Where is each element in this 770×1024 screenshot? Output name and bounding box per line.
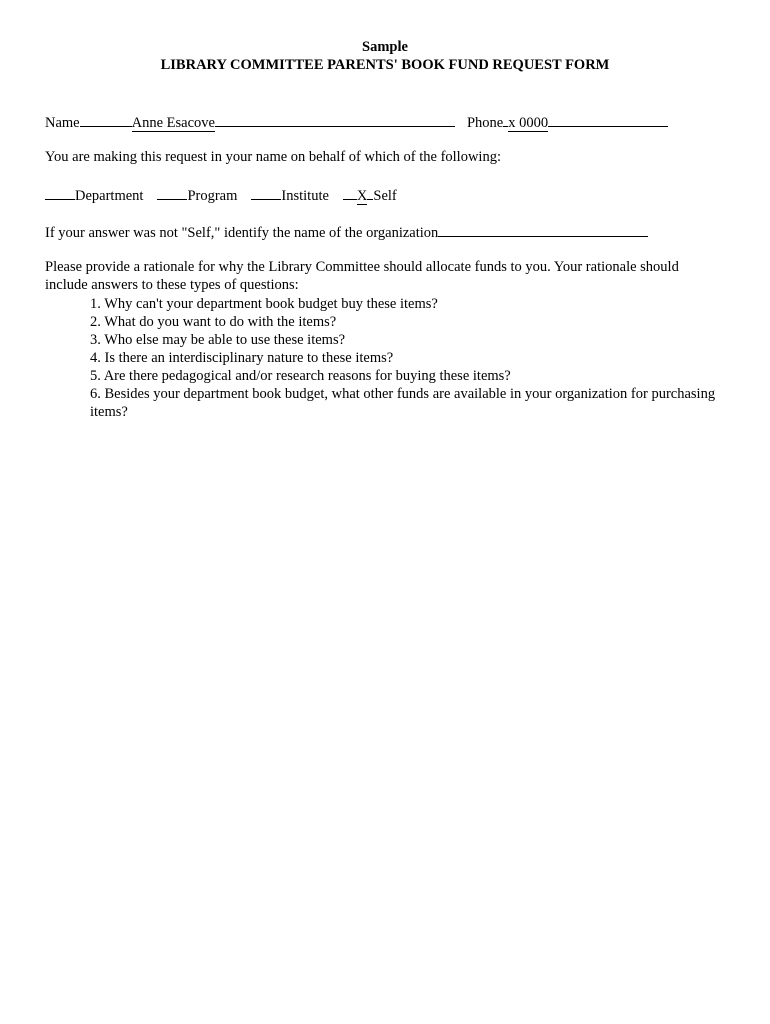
- phone-field-trail-blank: [548, 112, 668, 127]
- phone-label: Phone: [466, 115, 504, 131]
- question-item: 5. Are there pedagogical and/or research reasons for buying these items?: [90, 368, 511, 384]
- option-self[interactable]: [343, 185, 397, 205]
- option-institute-label: Institute: [281, 188, 329, 204]
- option-institute[interactable]: [251, 185, 329, 205]
- option-department[interactable]: [45, 185, 143, 205]
- name-field-trail-blank: [215, 112, 455, 127]
- organization-row: [45, 222, 648, 242]
- question-item: 3. Who else may be able to use these items?: [90, 332, 346, 348]
- name-field[interactable]: Anne Esacove: [131, 115, 215, 131]
- organization-prompt: If your answer was not "Self," identify the name of the organization: [45, 225, 439, 241]
- option-institute-mark: [251, 185, 281, 200]
- option-self-mark: X: [356, 188, 368, 204]
- phone-field[interactable]: x 0000: [508, 115, 549, 131]
- option-program-mark: [157, 185, 187, 200]
- question-item: 1. Why can't your department book budget buy these items?: [90, 296, 438, 312]
- option-self-label: Self: [373, 188, 397, 204]
- form-title: LIBRARY COMMITTEE PARENTS' BOOK FUND REQUEST FORM: [160, 57, 610, 73]
- option-program[interactable]: [157, 185, 237, 205]
- on-behalf-prompt: You are making this request in your name on behalf of which of the following:: [45, 149, 501, 165]
- question-item: 4. Is there an interdisciplinary nature to these items?: [90, 350, 394, 366]
- option-department-mark: [45, 185, 75, 200]
- name-label: Name: [45, 115, 80, 131]
- option-department-label: Department: [75, 188, 144, 204]
- question-item: 6. Besides your department book budget, what other funds are available in your organization for purchasing items?: [90, 386, 716, 420]
- rationale-intro: Please provide a rationale for why the Library Committee should allocate funds to you. Your rationale should include answers to these types of questions:: [45, 259, 679, 293]
- question-item: 2. What do you want to do with the items?: [90, 314, 337, 330]
- form-subtitle: Sample: [362, 39, 408, 55]
- name-field-lead-blank: [80, 112, 132, 127]
- option-program-label: Program: [187, 188, 238, 204]
- on-behalf-options: [45, 185, 411, 205]
- name-phone-row: [45, 112, 668, 132]
- organization-field[interactable]: [438, 222, 648, 237]
- option-self-lead-blank: [343, 185, 357, 200]
- form-header: [0, 38, 770, 74]
- question-list: [90, 295, 720, 421]
